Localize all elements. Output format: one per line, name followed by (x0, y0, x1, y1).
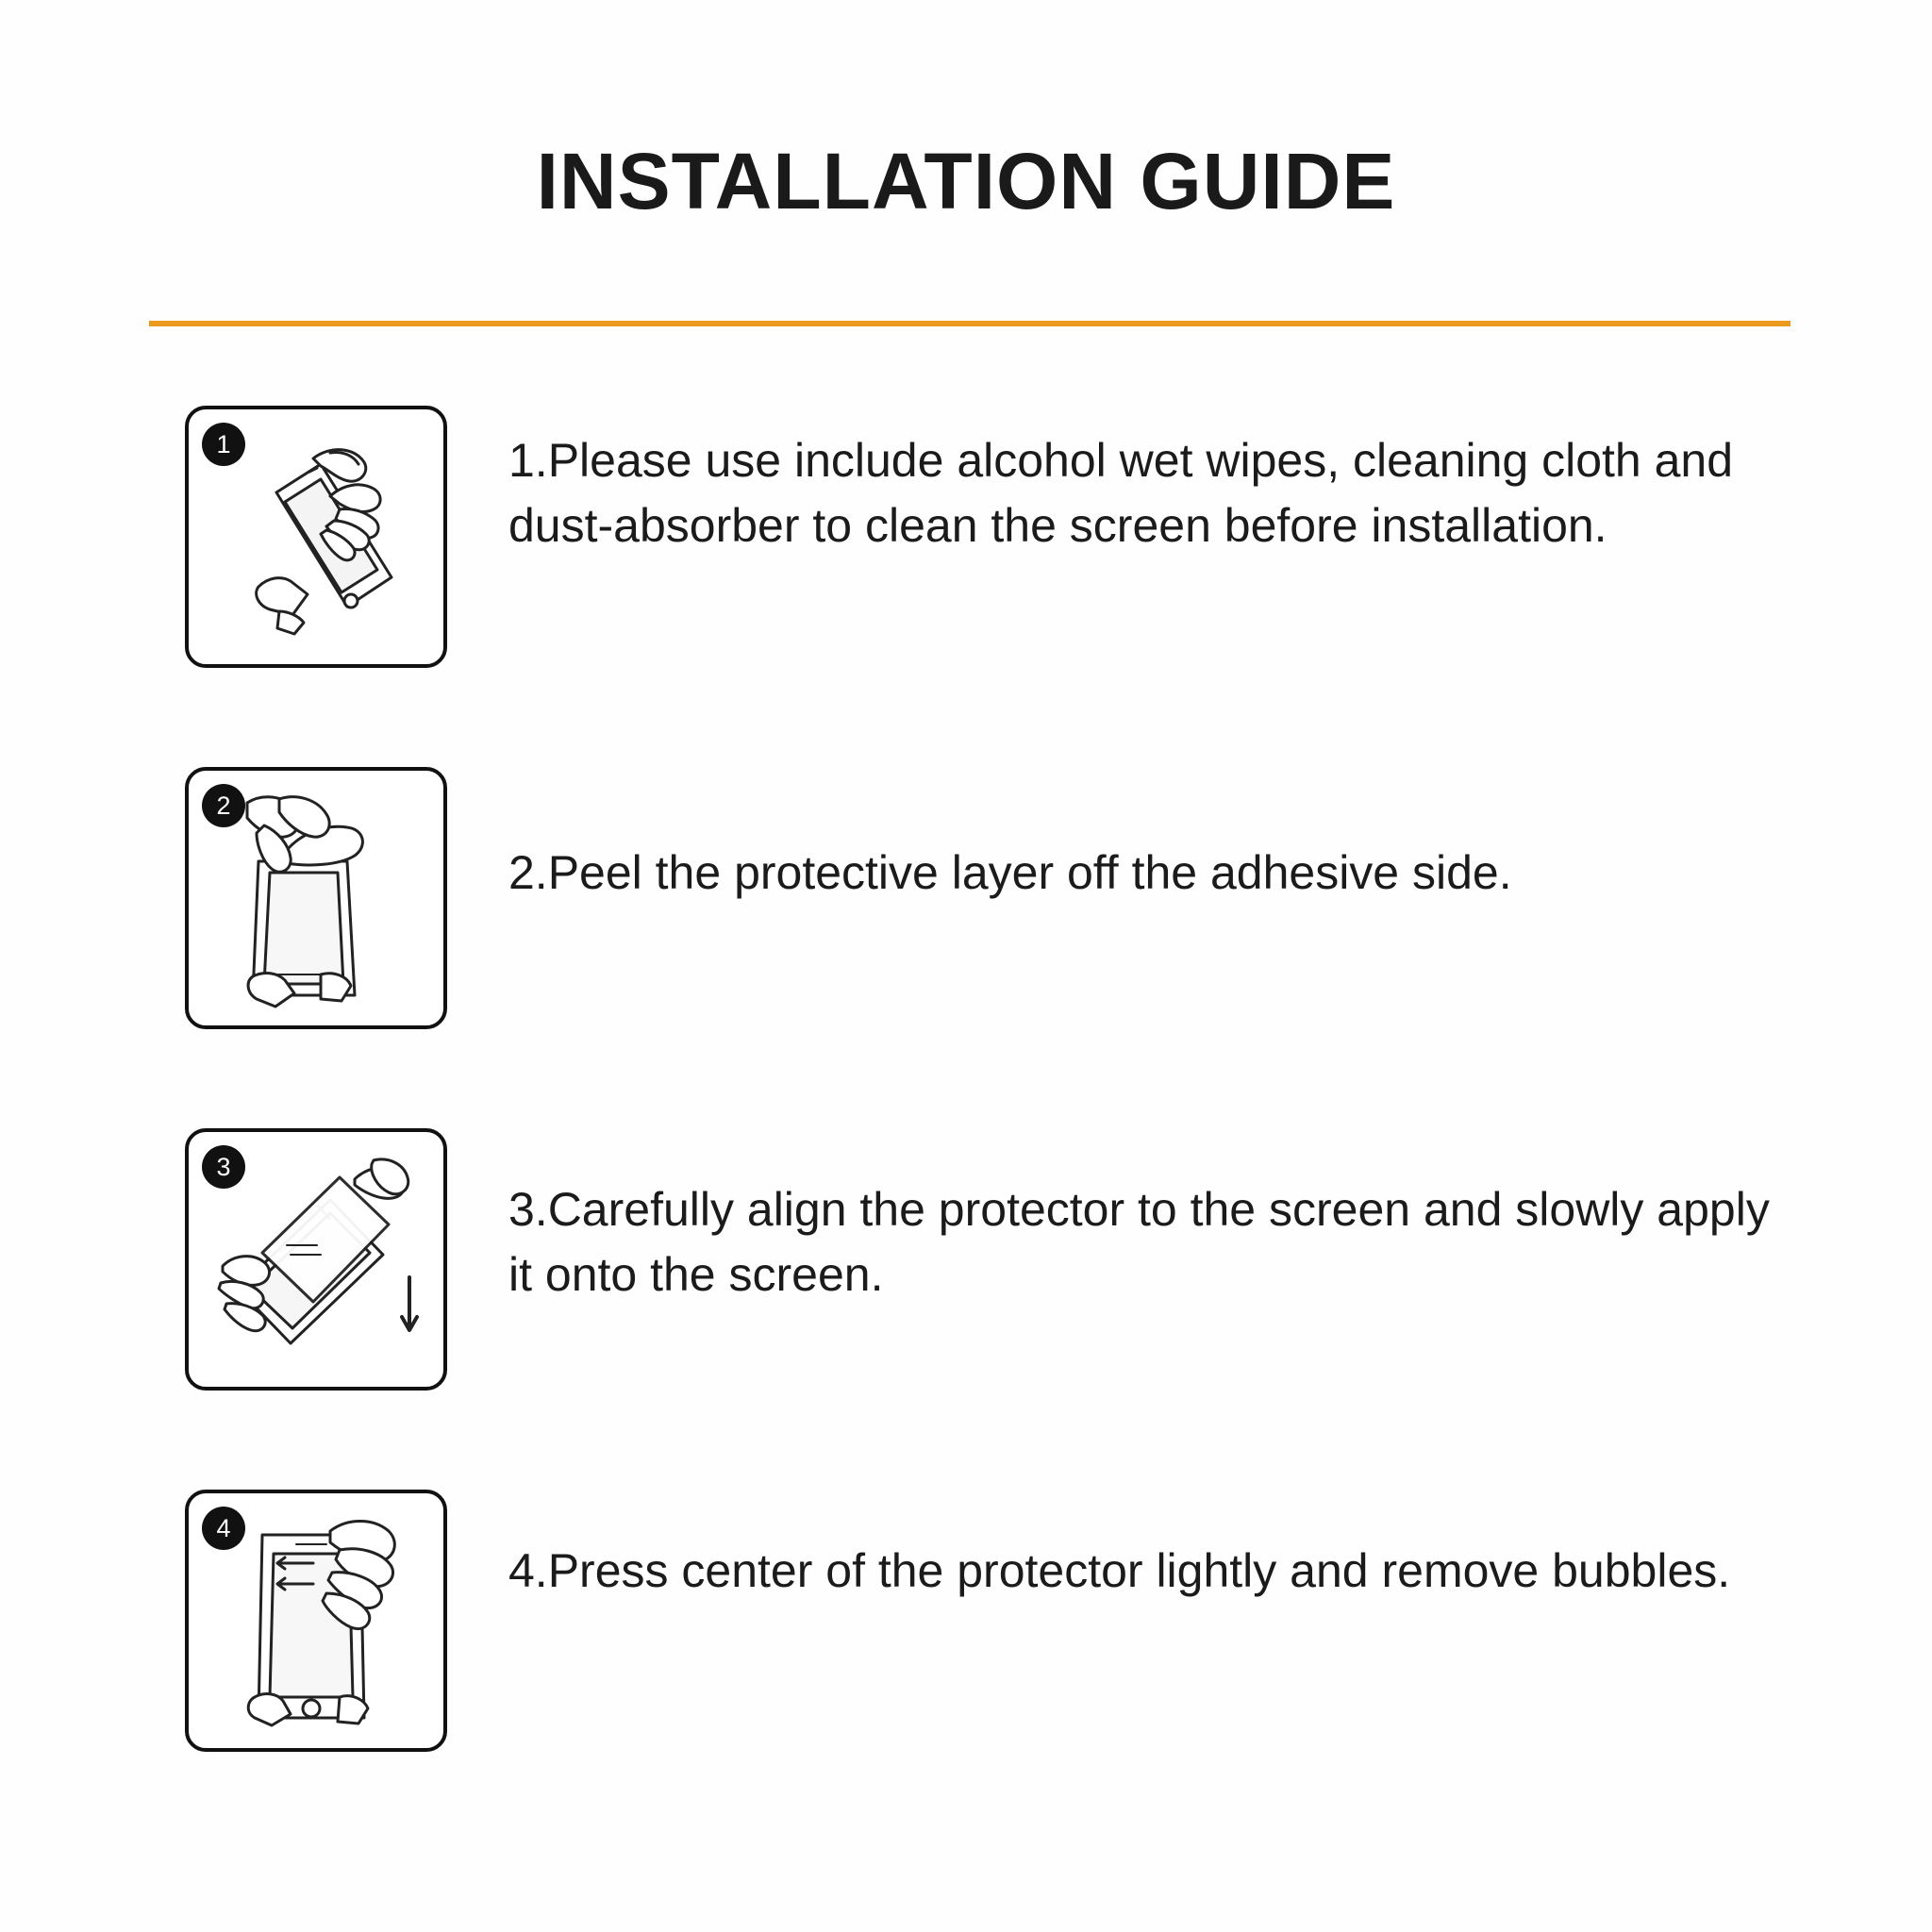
step-text: 4.Press center of the protector lightly and remove bubbles. (508, 1544, 1731, 1597)
step-number-badge: 2 (202, 784, 245, 827)
title-divider (149, 321, 1790, 326)
step-number-badge: 3 (202, 1145, 245, 1189)
step-thumbnail-3 (185, 1128, 447, 1391)
step-thumbnail-4 (185, 1490, 447, 1752)
step-text: 2.Peel the protective layer off the adhesive side. (508, 846, 1512, 899)
step-thumbnail-1 (185, 406, 447, 668)
steps-list (0, 406, 1932, 1851)
step-text: 1.Please use include alcohol wet wipes, cleaning cloth and dust-absorber to clean the screen before installation. (508, 434, 1734, 552)
list-item (0, 1128, 1932, 1391)
step-thumbnail-2 (185, 767, 447, 1029)
page-header (0, 137, 1932, 225)
step-text: 3.Carefully align the protector to the screen and slowly apply it onto the screen. (508, 1183, 1770, 1301)
step-number-badge: 1 (202, 423, 245, 466)
list-item (0, 406, 1932, 668)
list-item (0, 767, 1932, 1029)
page-title: INSTALLATION GUIDE (536, 137, 1396, 225)
step-number-badge: 4 (202, 1507, 245, 1550)
list-item (0, 1490, 1932, 1752)
